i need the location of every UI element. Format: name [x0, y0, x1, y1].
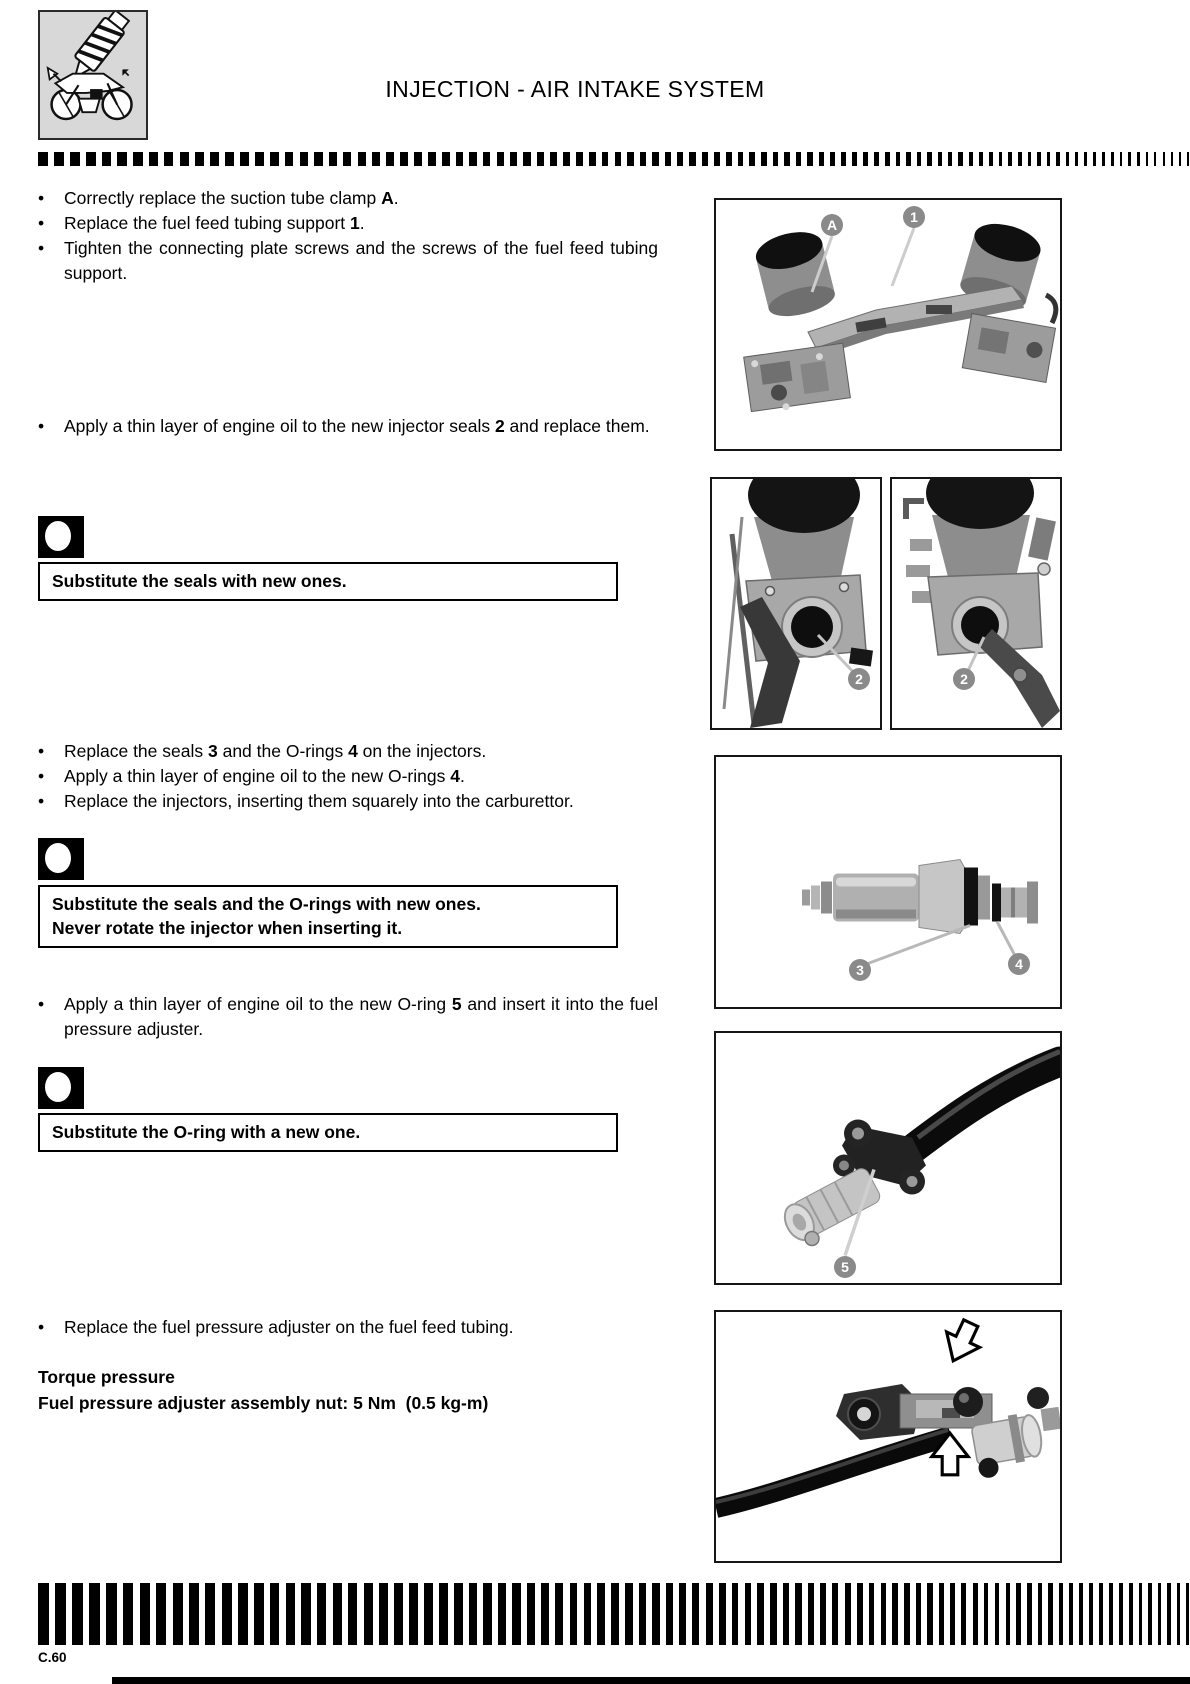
rule-dash	[498, 1583, 506, 1645]
rule-dash	[625, 1583, 633, 1645]
rule-dash	[1171, 152, 1173, 166]
rule-dash	[950, 1583, 955, 1645]
rule-dash	[597, 1583, 605, 1645]
rule-dash	[400, 152, 408, 166]
footer-barcode-rule	[38, 1583, 1190, 1645]
rule-dash	[1186, 1583, 1189, 1645]
figure-photo	[716, 1033, 1060, 1283]
bullet-text: Replace the fuel pressure adjuster on the fuel feed tubing.	[64, 1317, 514, 1337]
rule-dash	[456, 152, 464, 166]
bullet-marker: •	[38, 213, 45, 233]
rule-dash	[238, 1583, 248, 1645]
rule-dash	[1038, 1583, 1042, 1645]
rule-dash	[314, 152, 322, 166]
rule-dash	[483, 1583, 491, 1645]
rule-dash	[510, 152, 517, 166]
rule-dash	[300, 152, 309, 166]
figure-photo	[892, 479, 1060, 728]
rule-dash	[117, 152, 127, 166]
rule-dash	[285, 152, 294, 166]
rule-dash	[180, 152, 189, 166]
rule-dash	[358, 152, 366, 166]
torque-heading: Torque pressure	[38, 1367, 175, 1387]
bullet-text: Apply a thin layer of engine oil to the new injector seals 2 and replace them.	[64, 416, 650, 436]
rule-dash	[270, 152, 279, 166]
rule-dash	[757, 1583, 764, 1645]
rule-dash	[527, 1583, 535, 1645]
rule-dash	[863, 152, 868, 166]
rule-dash	[885, 152, 890, 166]
rule-dash	[329, 152, 337, 166]
rule-dash	[1177, 1583, 1180, 1645]
rule-dash	[1037, 152, 1040, 166]
rule-dash	[156, 1583, 166, 1645]
rule-dash	[584, 1583, 592, 1645]
rule-dash	[761, 152, 767, 166]
rule-dash	[738, 152, 744, 166]
rule-dash	[301, 1583, 311, 1645]
rule-dash	[1139, 1583, 1142, 1645]
bullet-text: Replace the injectors, inserting them squarely into the carburettor.	[64, 791, 574, 811]
rule-dash	[615, 152, 622, 166]
rule-dash	[640, 152, 646, 166]
rule-dash	[38, 1583, 49, 1645]
rule-dash	[773, 152, 779, 166]
rule-dash	[1047, 152, 1050, 166]
rule-dash	[869, 1583, 875, 1645]
rule-dash	[1148, 1583, 1151, 1645]
rule-dash	[841, 152, 846, 166]
rule-dash	[394, 1583, 403, 1645]
rule-dash	[576, 152, 583, 166]
rule-dash	[570, 1583, 578, 1645]
bullet-item	[38, 1315, 658, 1340]
rule-dash	[916, 1583, 921, 1645]
rule-dash	[857, 1583, 863, 1645]
callout-2: 2	[848, 668, 870, 690]
rule-dash	[819, 152, 824, 166]
rule-dash	[563, 152, 570, 166]
rule-dash	[927, 152, 931, 166]
hollow-arrow-icon	[937, 1315, 988, 1368]
bullet-marker: •	[38, 766, 45, 786]
rule-dash	[1158, 1583, 1161, 1645]
note-box-1	[38, 562, 618, 601]
rule-dash	[1187, 152, 1189, 166]
rule-dash	[906, 152, 911, 166]
bullet-item	[38, 211, 658, 236]
rule-dash	[602, 152, 609, 166]
rule-dash	[222, 1583, 232, 1645]
rule-dash	[611, 1583, 619, 1645]
bullet-text: Correctly replace the suction tube clamp A.	[64, 188, 399, 208]
rule-dash	[665, 152, 671, 166]
rule-dash	[372, 152, 380, 166]
rule-dash	[1099, 1583, 1103, 1645]
bullet-item	[38, 789, 658, 814]
rule-dash	[830, 152, 835, 166]
instruction-list-5	[38, 1315, 658, 1340]
figure-injector-seal-right	[890, 477, 1062, 730]
rule-dash	[808, 1583, 814, 1645]
rule-dash	[973, 1583, 978, 1645]
bullet-marker: •	[38, 416, 45, 436]
rule-dash	[589, 152, 596, 166]
rule-dash	[428, 152, 436, 166]
rule-dash	[745, 1583, 752, 1645]
rule-dash	[210, 152, 219, 166]
rule-dash	[550, 152, 557, 166]
rule-dash	[106, 1583, 117, 1645]
rule-dash	[386, 152, 394, 166]
rule-dash	[1119, 1583, 1123, 1645]
rule-dash	[783, 1583, 789, 1645]
rule-dash	[195, 152, 204, 166]
figure-injector-seal-left	[710, 477, 882, 730]
figure-photo	[716, 200, 1060, 449]
rule-dash	[1066, 152, 1069, 166]
rule-dash	[1128, 152, 1131, 166]
figure-fuel-feed-tubing	[714, 1310, 1062, 1563]
rule-dash	[1089, 1583, 1093, 1645]
instruction-list-2	[38, 414, 658, 439]
rule-dash	[1137, 152, 1140, 166]
bullet-marker: •	[38, 1317, 45, 1337]
rule-dash	[652, 1583, 659, 1645]
bullet-item	[38, 186, 658, 211]
rule-dash	[541, 1583, 549, 1645]
rule-dash	[343, 152, 351, 166]
rule-dash	[173, 1583, 183, 1645]
rule-dash	[1179, 152, 1181, 166]
rule-dash	[523, 152, 530, 166]
rule-dash	[961, 1583, 966, 1645]
rule-dash	[102, 152, 112, 166]
rule-dash	[189, 1583, 199, 1645]
rule-dash	[133, 152, 142, 166]
rule-dash	[1075, 152, 1078, 166]
rule-dash	[225, 152, 234, 166]
replace-with-new-part-icon	[38, 1067, 84, 1109]
rule-dash	[652, 152, 658, 166]
rule-dash	[719, 1583, 726, 1645]
page-title: INJECTION - AIR INTAKE SYSTEM	[385, 76, 765, 102]
rule-dash	[1163, 152, 1165, 166]
rule-dash	[948, 152, 952, 166]
rule-dash	[939, 1583, 944, 1645]
rule-dash	[469, 152, 477, 166]
figure-injector	[714, 755, 1062, 1009]
rule-dash	[1120, 152, 1123, 166]
bullet-marker: •	[38, 741, 45, 761]
figure-photo	[712, 479, 880, 728]
rule-dash	[1093, 152, 1096, 166]
rule-dash	[999, 152, 1003, 166]
replace-with-new-part-icon	[38, 516, 84, 558]
rule-dash	[1028, 152, 1032, 166]
rule-dash	[702, 152, 708, 166]
rule-dash	[689, 152, 695, 166]
rule-dash	[270, 1583, 280, 1645]
header-dashed-rule	[38, 152, 1190, 166]
rule-dash	[1008, 152, 1012, 166]
bullet-marker: •	[38, 791, 45, 811]
bullet-marker: •	[38, 994, 45, 1014]
rule-dash	[732, 1583, 739, 1645]
rule-dash	[796, 152, 801, 166]
rule-dash	[938, 152, 942, 166]
figure-photo	[716, 1312, 1060, 1561]
rule-dash	[1027, 1583, 1031, 1645]
rule-dash	[1084, 152, 1087, 166]
bullet-item	[38, 992, 658, 1042]
rule-dash	[89, 1583, 100, 1645]
rule-dash	[1167, 1583, 1170, 1645]
motorcycle-injection-icon	[40, 12, 146, 137]
figure-pressure-adjuster	[714, 1031, 1062, 1285]
rule-dash	[820, 1583, 826, 1645]
torque-value: Fuel pressure adjuster assembly nut: 5 Nm (0.5 kg-m)	[38, 1393, 489, 1413]
callout-1: 1	[903, 206, 925, 228]
rule-dash	[205, 1583, 215, 1645]
rule-dash	[255, 152, 264, 166]
note-line: Substitute the seals with new ones.	[52, 571, 347, 591]
rule-dash	[845, 1583, 851, 1645]
rule-dash	[1059, 1583, 1063, 1645]
figure-carb-assembly	[714, 198, 1062, 451]
rule-dash	[72, 1583, 83, 1645]
rule-dash	[149, 152, 158, 166]
callout-2: 2	[953, 668, 975, 690]
rule-dash	[414, 152, 422, 166]
rule-dash	[164, 152, 173, 166]
bullet-text: Replace the fuel feed tubing support 1.	[64, 213, 365, 233]
bullet-text: Tighten the connecting plate screws and the screws of the fuel feed tubing support.	[64, 238, 658, 283]
rule-dash	[984, 1583, 989, 1645]
rule-dash	[807, 152, 812, 166]
rule-dash	[54, 152, 64, 166]
rule-dash	[726, 152, 732, 166]
rule-dash	[896, 152, 901, 166]
rule-dash	[1154, 152, 1156, 166]
rule-dash	[424, 1583, 433, 1645]
rule-dash	[1102, 152, 1105, 166]
rule-dash	[555, 1583, 563, 1645]
rule-dash	[958, 152, 962, 166]
rule-dash	[1069, 1583, 1073, 1645]
rule-dash	[714, 152, 720, 166]
rule-dash	[123, 1583, 134, 1645]
note-box-2	[38, 885, 618, 948]
rule-dash	[442, 152, 450, 166]
rule-dash	[512, 1583, 520, 1645]
rule-dash	[874, 152, 879, 166]
rule-dash	[38, 152, 48, 166]
instruction-list-4	[38, 992, 658, 1042]
rule-dash	[989, 152, 993, 166]
rule-dash	[240, 152, 249, 166]
rule-dash	[692, 1583, 699, 1645]
bullet-item	[38, 739, 658, 764]
bullet-item	[38, 414, 658, 439]
rule-dash	[917, 152, 921, 166]
rule-dash	[1079, 1583, 1083, 1645]
bullet-marker: •	[38, 188, 45, 208]
rule-dash	[892, 1583, 898, 1645]
bullet-text: Replace the seals 3 and the O-rings 4 on the injectors.	[64, 741, 487, 761]
rule-dash	[537, 152, 544, 166]
callout-5: 5	[834, 1256, 856, 1278]
figure-photo	[716, 757, 1060, 1007]
rule-dash	[1018, 152, 1022, 166]
page-number: C.60	[38, 1650, 67, 1665]
rule-dash	[55, 1583, 66, 1645]
rule-dash	[70, 152, 80, 166]
rule-dash	[1056, 152, 1059, 166]
note-line: Never rotate the injector when inserting it.	[52, 918, 403, 938]
rule-dash	[254, 1583, 264, 1645]
torque-spec-block	[38, 1364, 658, 1416]
rule-dash	[749, 152, 755, 166]
rule-dash	[795, 1583, 801, 1645]
rule-dash	[379, 1583, 388, 1645]
note-box-3	[38, 1113, 618, 1152]
rule-dash	[86, 152, 96, 166]
bullet-text: Apply a thin layer of engine oil to the new O-rings 4.	[64, 766, 465, 786]
bullet-text: Apply a thin layer of engine oil to the new O-ring 5 and insert it into the fuel pressure adjuster.	[64, 994, 658, 1039]
rule-dash	[706, 1583, 713, 1645]
rule-dash	[784, 152, 789, 166]
rule-dash	[904, 1583, 909, 1645]
bullet-item	[38, 764, 658, 789]
callout-3: 3	[849, 959, 871, 981]
rule-dash	[666, 1583, 673, 1645]
replace-with-new-part-icon	[38, 838, 84, 880]
rule-dash	[995, 1583, 1000, 1645]
rule-dash	[140, 1583, 150, 1645]
rule-dash	[333, 1583, 342, 1645]
rule-dash	[927, 1583, 932, 1645]
rule-dash	[677, 152, 683, 166]
rule-dash	[409, 1583, 418, 1645]
rule-dash	[832, 1583, 838, 1645]
rule-dash	[770, 1583, 776, 1645]
rule-dash	[852, 152, 857, 166]
page-edge-strip	[112, 1677, 1190, 1684]
chapter-logo	[38, 10, 148, 140]
rule-dash	[439, 1583, 448, 1645]
rule-dash	[627, 152, 634, 166]
rule-dash	[969, 152, 973, 166]
rule-dash	[469, 1583, 478, 1645]
rule-dash	[317, 1583, 326, 1645]
rule-dash	[639, 1583, 646, 1645]
bullet-marker: •	[38, 238, 45, 258]
rule-dash	[364, 1583, 373, 1645]
rule-dash	[1048, 1583, 1052, 1645]
rule-dash	[1016, 1583, 1021, 1645]
callout-4: 4	[1008, 953, 1030, 975]
rule-dash	[1111, 152, 1114, 166]
callout-A: A	[821, 214, 843, 236]
rule-dash	[1109, 1583, 1113, 1645]
bullet-item	[38, 236, 658, 286]
rule-dash	[286, 1583, 296, 1645]
rule-dash	[483, 152, 490, 166]
rule-dash	[454, 1583, 463, 1645]
rule-dash	[1146, 152, 1148, 166]
rule-dash	[679, 1583, 686, 1645]
instruction-list-1	[38, 186, 658, 286]
rule-dash	[1129, 1583, 1133, 1645]
rule-dash	[1006, 1583, 1011, 1645]
note-line: Substitute the seals and the O-rings with new ones.	[52, 894, 481, 914]
instruction-list-3	[38, 739, 658, 814]
rule-dash	[979, 152, 983, 166]
rule-dash	[881, 1583, 887, 1645]
rule-dash	[497, 152, 504, 166]
note-line: Substitute the O-ring with a new one.	[52, 1122, 361, 1142]
rule-dash	[348, 1583, 357, 1645]
